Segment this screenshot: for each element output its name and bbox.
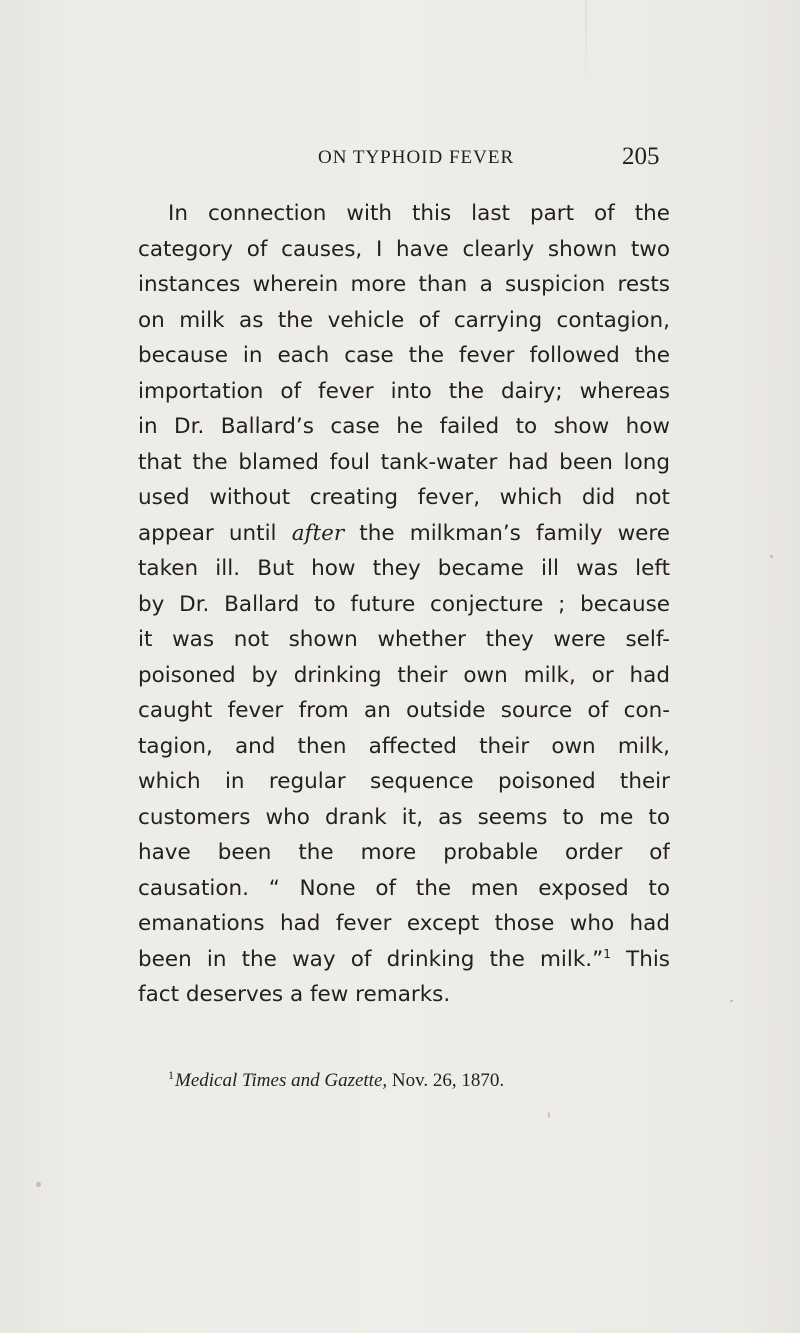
text-segment: been in the way of drinking the milk.” xyxy=(138,946,604,972)
text-line: causation. “ None of the men exposed to xyxy=(138,875,670,901)
text-line: it was not shown whether they were self- xyxy=(138,627,670,652)
text-line: because in each case the fever followed the xyxy=(138,343,670,368)
running-title: ON TYPHOID FEVER xyxy=(318,147,515,168)
text-line: which in regular sequence poisoned their xyxy=(138,769,670,794)
text-line-with-footnote-ref xyxy=(138,942,670,978)
text-line: In connection with this last part of the xyxy=(168,201,670,226)
text-line: used without creating fever, which did not xyxy=(138,485,670,510)
text-line: poisoned by drinking their own milk, or had xyxy=(138,662,670,688)
text-line: in Dr. Ballard’s case he failed to show how xyxy=(138,414,670,439)
footnote-citation: Nov. 26, 1870. xyxy=(387,1070,505,1091)
page-crease xyxy=(585,0,587,90)
text-segment: the milkman’s family were xyxy=(344,520,670,546)
text-line: emanations had fever except those who had xyxy=(138,911,670,936)
text-line: on milk as the vehicle of carrying contagion, xyxy=(138,307,670,333)
footnote xyxy=(168,1068,504,1092)
text-line: category of causes, I have clearly shown two xyxy=(138,236,670,262)
paper-speck xyxy=(770,555,773,558)
paper-speck xyxy=(548,1112,550,1118)
italic-word: after xyxy=(291,520,345,546)
text-line: that the blamed foul tank-water had been long xyxy=(138,449,670,475)
page-number: 205 xyxy=(622,143,660,170)
paper-speck xyxy=(36,1182,41,1187)
body-paragraph xyxy=(138,196,670,1013)
text-line: have been the more probable order of xyxy=(138,840,670,865)
text-line: customers who drank it, as seems to me to xyxy=(138,804,670,830)
text-line: instances wherein more than a suspicion rests xyxy=(138,272,670,297)
footnote-reference[interactable]: 1 xyxy=(603,946,611,961)
text-segment: This xyxy=(610,946,670,972)
text-line: tagion, and then affected their own milk, xyxy=(138,733,670,759)
running-head xyxy=(0,143,800,183)
text-line-with-italic xyxy=(138,516,670,552)
text-segment: appear until xyxy=(138,520,292,546)
footnote-marker: 1 xyxy=(168,1068,174,1082)
text-line: caught fever from an outside source of con- xyxy=(138,698,670,723)
text-line: by Dr. Ballard to future conjecture ; because xyxy=(138,591,670,617)
paper-speck xyxy=(730,1000,733,1002)
text-line: taken ill. But how they became ill was left xyxy=(138,556,670,581)
text-line: fact deserves a few remarks. xyxy=(138,982,451,1007)
footnote-source: Medical Times and Gazette, xyxy=(175,1070,388,1091)
text-line: importation of fever into the dairy; whereas xyxy=(138,378,670,404)
